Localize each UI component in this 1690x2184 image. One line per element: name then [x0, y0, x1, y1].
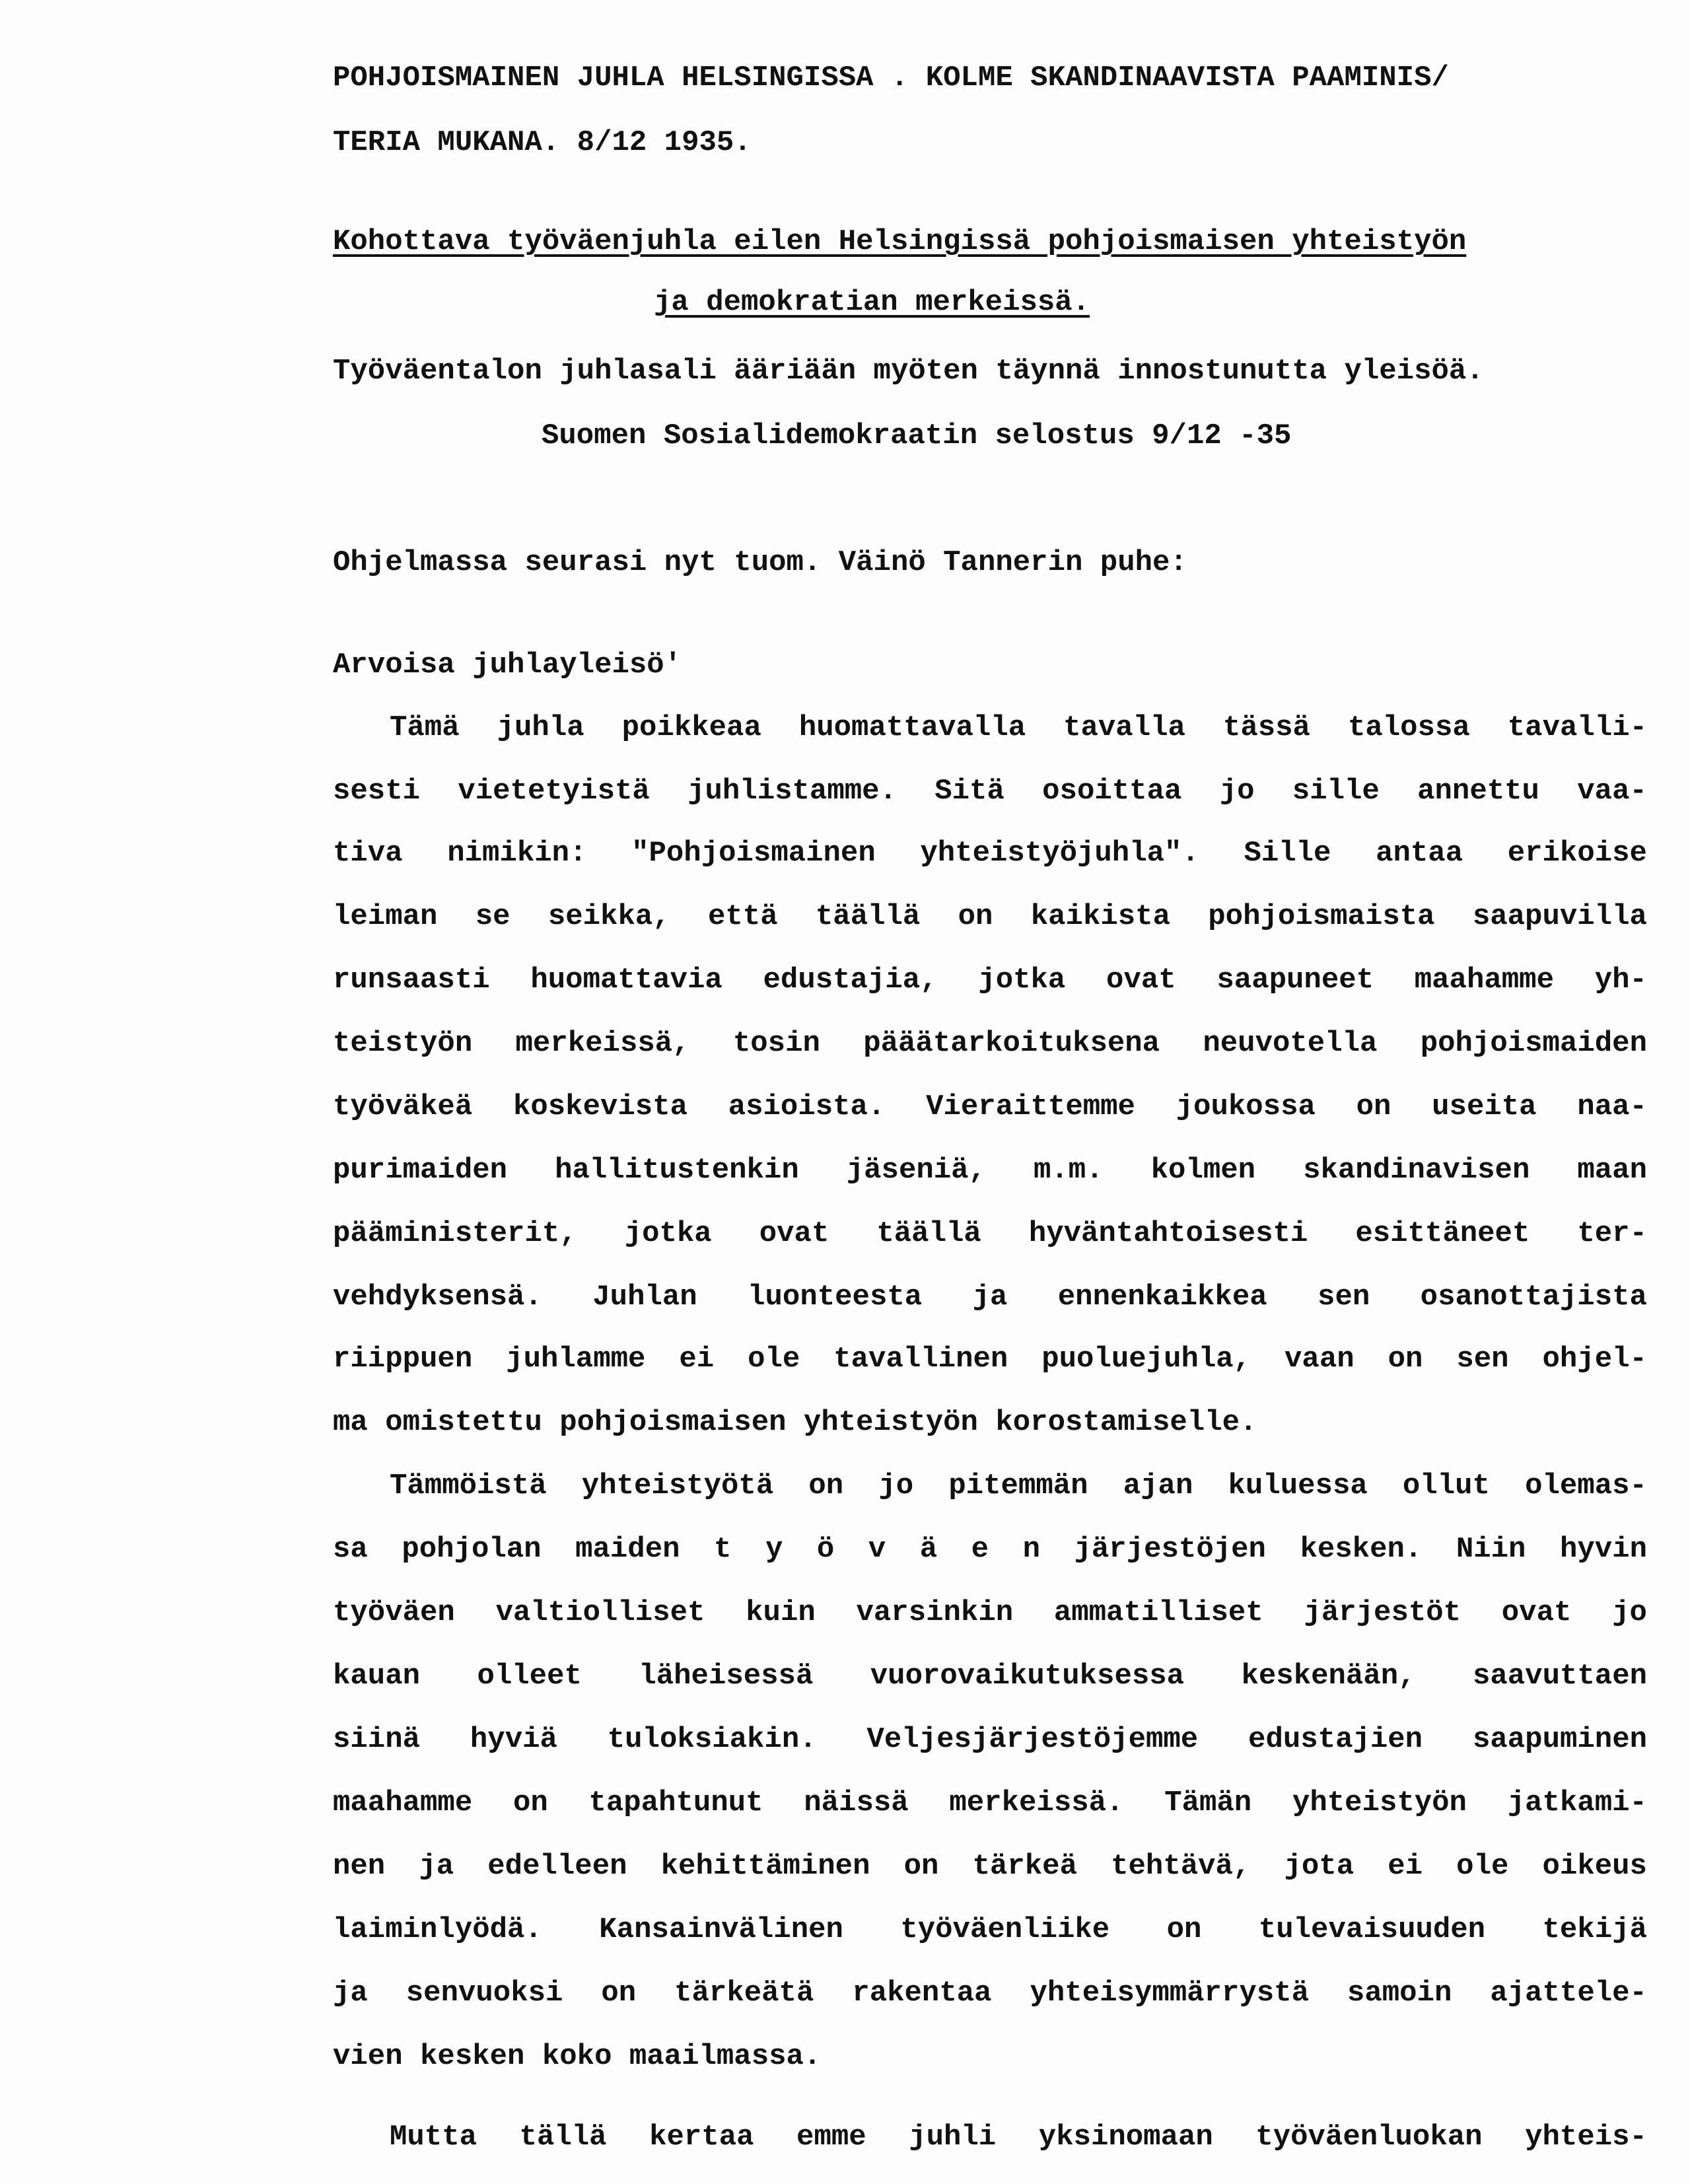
body-line: Tämmöistä yhteistyötä on jo pitemmän ajan kuluessa ollut olemas- [390, 1469, 1647, 1502]
body-line: purimaiden hallitustenkin jäseniä, m.m. kolmen skandinavisen maan [333, 1154, 1647, 1187]
body-line: ma omistettu pohjoismaisen yhteistyön korostamiselle. [333, 1406, 1257, 1439]
body-line: leiman se seikka, että täällä on kaikista pohjoismaista saapuvilla [333, 900, 1647, 933]
body-line: nen ja edelleen kehittäminen on tärkeä tehtävä, jota ei ole oikeus [333, 1850, 1647, 1883]
speech-intro: Ohjelmassa seurasi nyt tuom. Väinö Tannerin puhe: [333, 546, 1187, 579]
body-line: siinä hyviä tuloksiakin. Veljesjärjestöjemme edustajien saapuminen [333, 1723, 1647, 1756]
body-line: teistyön merkeissä, tosin pääätarkoituksena neuvotella pohjoismaiden [333, 1027, 1647, 1060]
salutation: Arvoisa juhlayleisö' [333, 649, 682, 682]
body-line: runsaasti huomattavia edustajia, jotka ovat saapuneet maahamme yh- [333, 964, 1647, 997]
document-heading-line-2: TERIA MUKANA. 8/12 1935. [333, 126, 752, 159]
body-line: riippuen juhlamme ei ole tavallinen puoluejuhla, vaan on sen ohjel- [333, 1343, 1647, 1376]
body-line: vehdyksensä. Juhlan luonteesta ja ennenkaikkea sen osanottajista [333, 1281, 1647, 1314]
body-line: ja senvuoksi on tärkeätä rakentaa yhteisymmärrystä samoin ajattele- [333, 1977, 1647, 2010]
body-line: kauan olleet läheisessä vuorovaikutuksessa keskenään, saavuttaen [333, 1660, 1647, 1693]
summary-line: Työväentalon juhlasali ääriään myöten täynnä innostunutta yleisöä. [333, 355, 1484, 388]
subheading-line-2: ja demokratian merkeissä. [654, 286, 1090, 319]
body-line: maahamme on tapahtunut näissä merkeissä. Tämän yhteistyön jatkami- [333, 1786, 1647, 1819]
body-line: työväen valtiolliset kuin varsinkin ammatilliset järjestöt ovat jo [333, 1596, 1647, 1629]
body-line: sa pohjolan maiden t y ö v ä e n järjestöjen kesken. Niin hyvin [333, 1533, 1647, 1566]
subheading-line-1: Kohottava työväenjuhla eilen Helsingissä pohjoismaisen yhteistyön [333, 225, 1467, 258]
body-line: pääministerit, jotka ovat täällä hyväntahtoisesti esittäneet ter- [333, 1217, 1647, 1250]
body-line: laiminlyödä. Kansainvälinen työväenliike on tulevaisuuden tekijä [333, 1913, 1647, 1946]
source-note: Suomen Sosialidemokraatin selostus 9/12 -35 [542, 419, 1292, 452]
body-line: tiva nimikin: "Pohjoismainen yhteistyöjuhla". Sille antaa erikoise [333, 837, 1647, 870]
body-line: työväkeä koskevista asioista. Vieraittemme joukossa on useita naa- [333, 1090, 1647, 1123]
body-line: vien kesken koko maailmassa. [333, 2040, 822, 2073]
body-line: sesti vietetyistä juhlistamme. Sitä osoittaa jo sille annettu vaa- [333, 775, 1647, 808]
body-line: Mutta tällä kertaa emme juhli yksinomaan työväenluokan yhteis- [390, 2121, 1647, 2154]
body-line: Tämä juhla poikkeaa huomattavalla tavalla tässä talossa tavalli- [390, 711, 1647, 744]
document-heading-line-1: POHJOISMAINEN JUHLA HELSINGISSA . KOLME SKANDINAAVISTA PAAMINIS/ [333, 61, 1449, 94]
